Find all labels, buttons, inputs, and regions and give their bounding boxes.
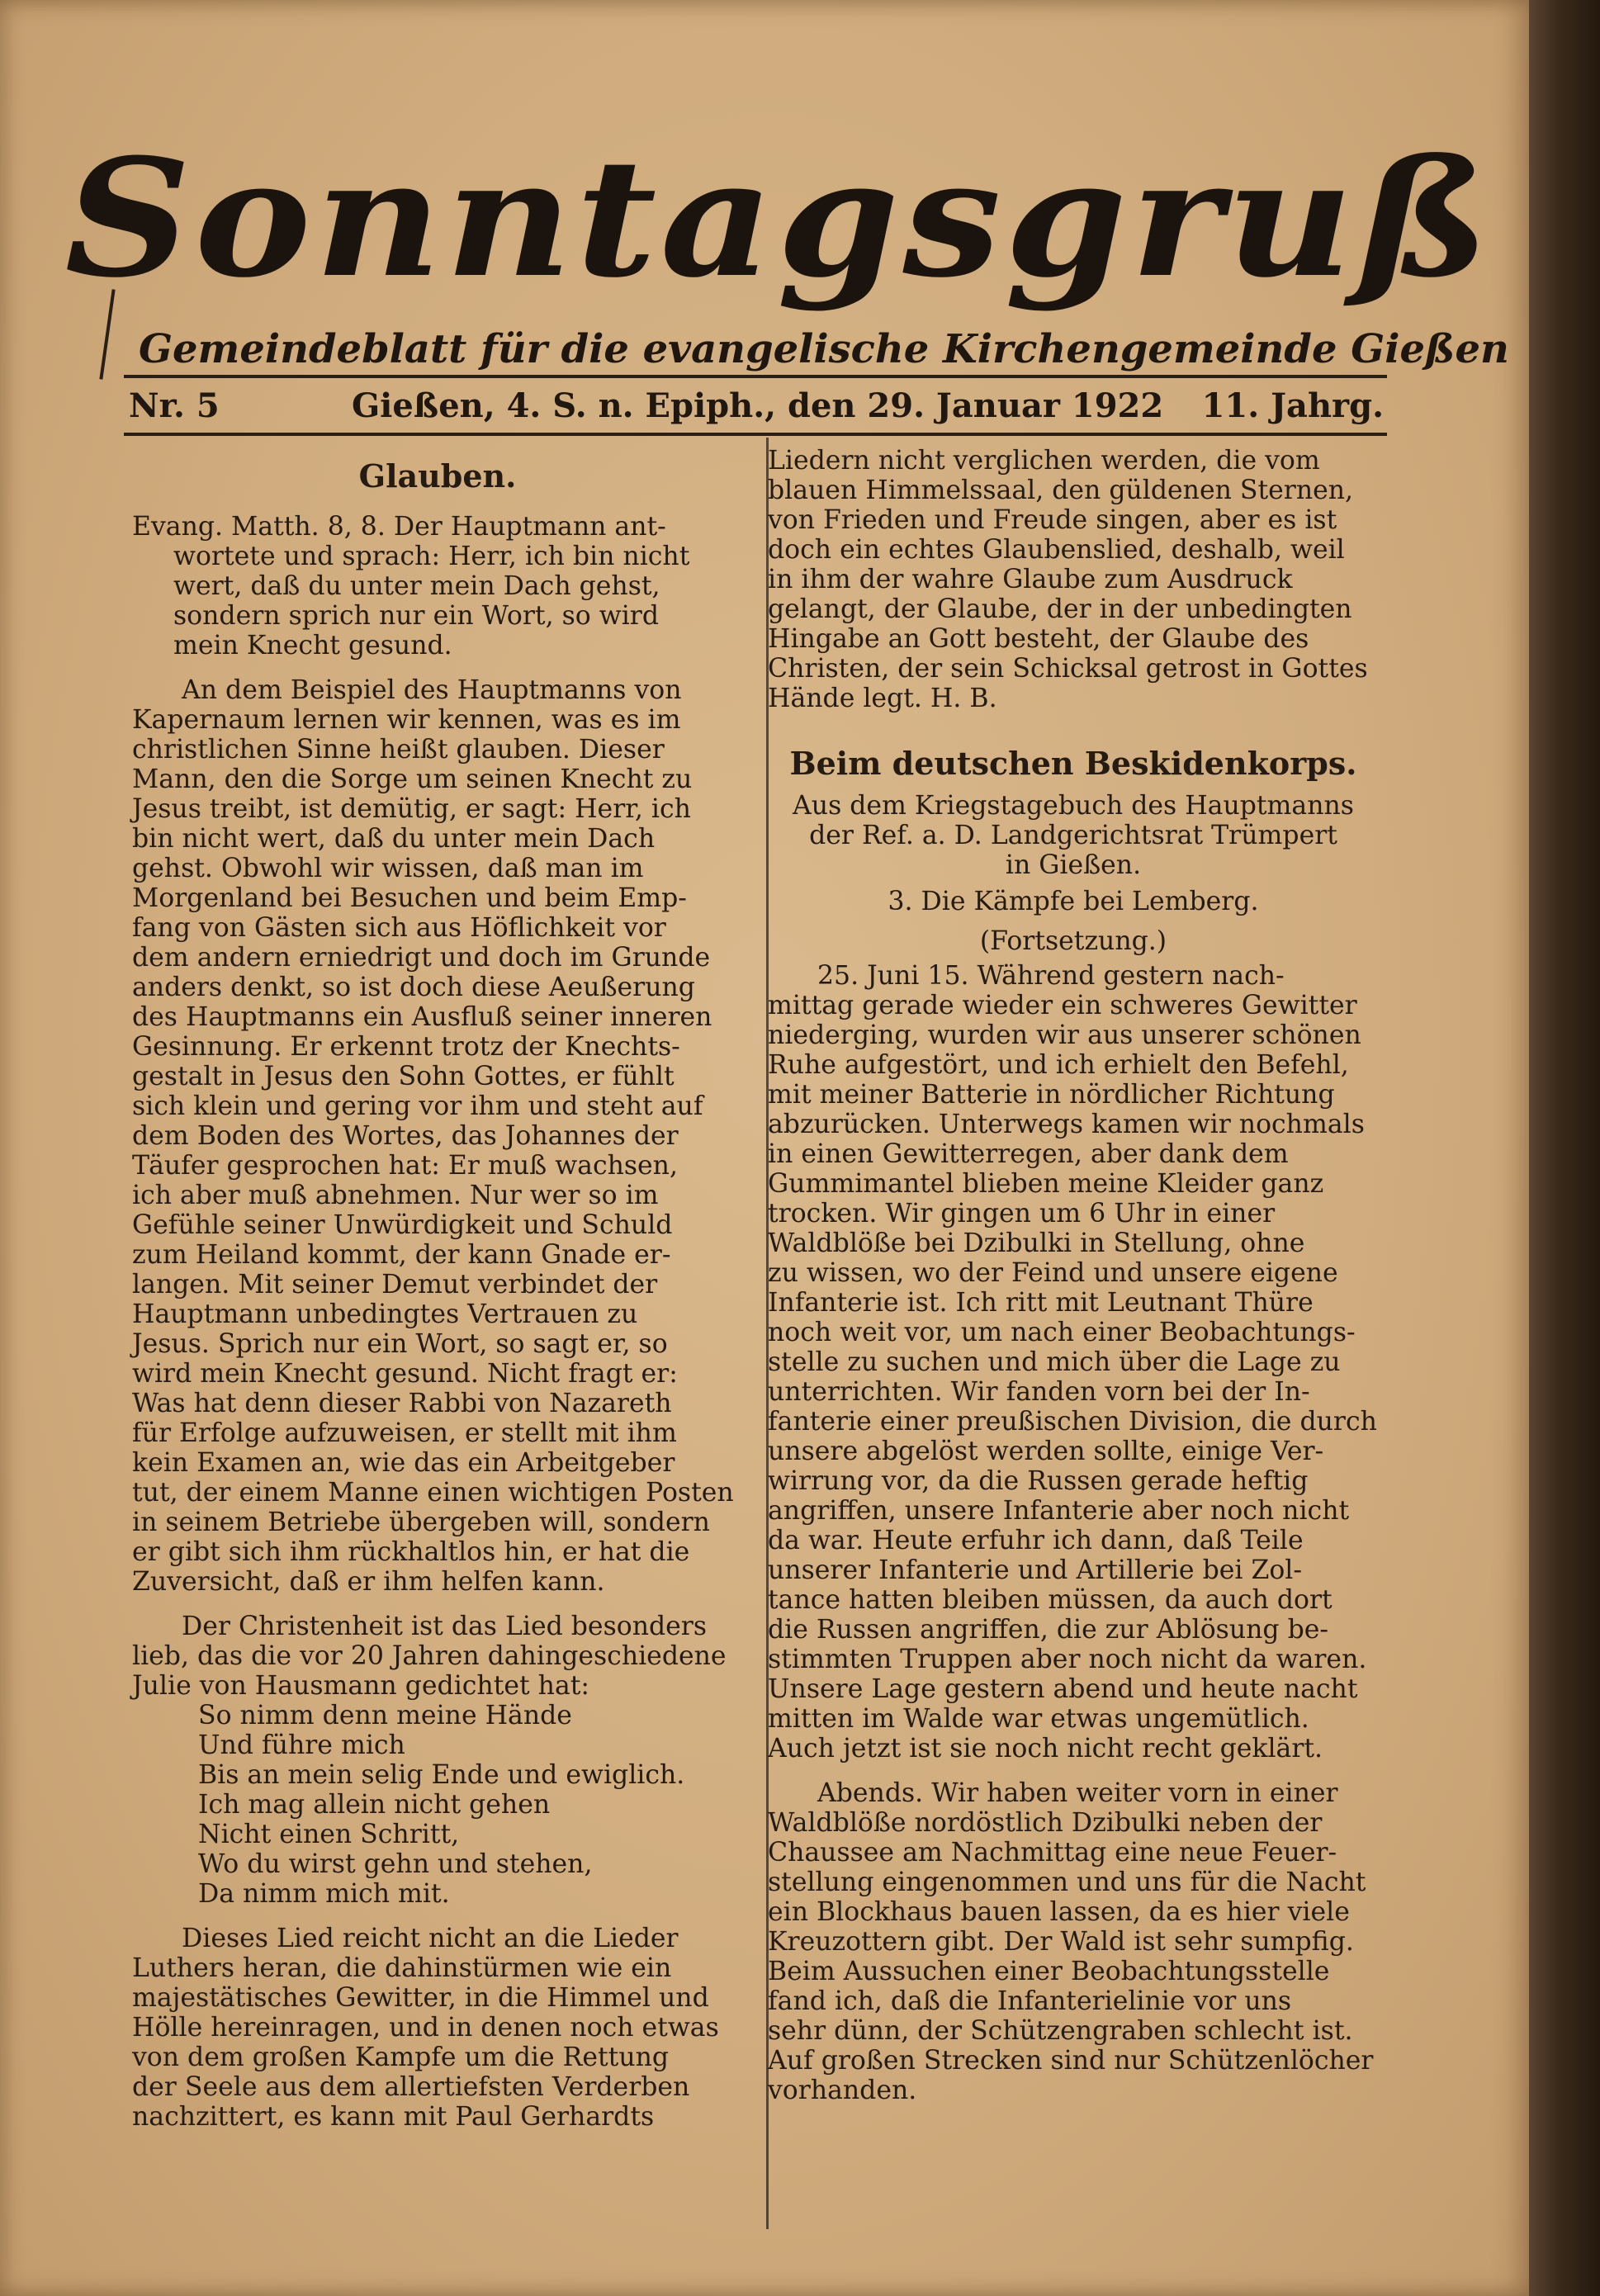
text-line: des Hauptmanns ein Ausfluß seiner inneren <box>132 1002 712 1032</box>
text-line: wirrung vor, da die Russen gerade heftig <box>768 1466 1309 1496</box>
text-line: unterrichten. Wir fanden vorn bei der In- <box>768 1377 1310 1407</box>
text-line: Nicht einen Schritt, <box>198 1820 460 1849</box>
text-line: er gibt sich ihm rückhaltlos hin, er hat die <box>132 1537 690 1567</box>
text-line: Zuversicht, daß er ihm helfen kann. <box>132 1567 605 1597</box>
text-line: mein Knecht gesund. <box>173 631 452 660</box>
text-line: wird mein Knecht gesund. Nicht fragt er: <box>132 1359 678 1389</box>
text-line: Ruhe aufgestört, und ich erhielt den Befehl, <box>768 1050 1349 1080</box>
text-line: mittag gerade wieder ein schweres Gewitter <box>768 991 1357 1020</box>
text-line: Jesus. Sprich nur ein Wort, so sagt er, so <box>132 1329 668 1359</box>
text-line: mitten im Walde war etwas ungemütlich. <box>768 1704 1309 1734</box>
left-column <box>132 456 743 2132</box>
text-line: wert, daß du unter mein Dach gehst, <box>173 571 660 601</box>
text-line: zum Heiland kommt, der kann Gnade er- <box>132 1240 671 1270</box>
text-line: Luthers heran, die dahinstürmen wie ein <box>132 1953 672 1983</box>
text-line: Aus dem Kriegstagebuch des Hauptmanns <box>793 791 1354 821</box>
text-line: fanterie einer preußischen Division, die durch <box>768 1407 1377 1437</box>
text-line: Beim Aussuchen einer Beobachtungsstelle <box>768 1957 1330 1986</box>
text-line: da war. Heute erfuhr ich dann, daß Teile <box>768 1526 1304 1555</box>
text-line: der Ref. a. D. Landgerichtsrat Trümpert <box>809 821 1337 850</box>
text-line: für Erfolge aufzuweisen, er stellt mit ihm <box>132 1418 677 1448</box>
text-line: Auf großen Strecken sind nur Schützenlöcher <box>768 2046 1374 2076</box>
scripture-intro <box>132 512 743 660</box>
text-line: nachzittert, es kann mit Paul Gerhardts <box>132 2102 655 2132</box>
book-binding <box>1529 0 1600 2296</box>
article-paragraph-3 <box>132 1924 743 2132</box>
text-line: Jesus treibt, ist demütig, er sagt: Herr, ich <box>132 794 691 824</box>
diary-paragraph-1 <box>768 961 1379 1763</box>
article-heading-glauben: Glauben. <box>358 457 517 495</box>
text-line: die Russen angriffen, die zur Ablösung be- <box>768 1615 1329 1645</box>
text-line: tut, der einem Manne einen wichtigen Posten <box>132 1478 734 1508</box>
text-line: Hölle hereinragen, und in denen noch etwas <box>132 2013 719 2043</box>
text-line: christlichen Sinne heißt glauben. Dieser <box>132 735 665 765</box>
text-line: Christen, der sein Schicksal getrost in Gottes <box>768 654 1368 684</box>
text-line: mit meiner Batterie in nördlicher Richtung <box>768 1080 1335 1110</box>
article-heading-beskidenkorps: Beim deutschen Beskidenkorps. <box>789 745 1357 782</box>
text-line: lieb, das die vor 20 Jahren dahingeschiedene <box>132 1641 727 1671</box>
text-line: in Gießen. <box>1005 850 1142 880</box>
text-line: Chaussee am Nachmittag eine neue Feuer- <box>768 1838 1337 1868</box>
text-line: Auch jetzt ist sie noch nicht recht geklärt. <box>768 1734 1323 1763</box>
text-line: Waldblöße nordöstlich Dzibulki neben der <box>768 1808 1323 1838</box>
text-line: dem andern erniedrigt und doch im Grunde <box>132 943 711 973</box>
text-line: langen. Mit seiner Demut verbindet der <box>132 1270 658 1299</box>
issue-rule <box>124 433 1387 436</box>
text-line: von dem großen Kampfe um die Rettung <box>132 2043 670 2072</box>
text-line: Abends. Wir haben weiter vorn in einer <box>817 1778 1338 1808</box>
section-title: 3. Die Kämpfe bei Lemberg. <box>888 887 1259 916</box>
text-line: An dem Beispiel des Hauptmanns von <box>182 675 682 705</box>
text-line: angriffen, unsere Infanterie aber noch nicht <box>768 1496 1350 1526</box>
text-line: Und führe mich <box>198 1730 405 1760</box>
issue-number: Nr. 5 <box>129 386 220 425</box>
text-line: majestätisches Gewitter, in die Himmel und <box>132 1983 709 2013</box>
text-line: sondern sprich nur ein Wort, so wird <box>173 601 659 631</box>
right-column <box>768 446 1379 2105</box>
text-line: Gefühle seiner Unwürdigkeit und Schuld <box>132 1210 673 1240</box>
text-line: vorhanden. <box>768 2076 917 2105</box>
text-line: Kreuzottern gibt. Der Wald ist sehr sumpfig. <box>768 1927 1354 1957</box>
diary-paragraph-2 <box>768 1778 1379 2105</box>
text-line: Hände legt. H. B. <box>768 684 997 713</box>
issue-dateline: Gießen, 4. S. n. Epiph., den 29. Januar 1922 <box>352 386 1164 425</box>
text-line: Morgenland bei Besuchen und beim Emp- <box>132 883 687 913</box>
text-line: Dieses Lied reicht nicht an die Lieder <box>182 1924 679 1953</box>
text-line: in seinem Betriebe übergeben will, sondern <box>132 1508 710 1537</box>
text-line: in ihm der wahre Glaube zum Ausdruck <box>768 565 1293 594</box>
text-line: Wo du wirst gehn und stehen, <box>198 1849 593 1879</box>
text-line: gestalt in Jesus den Sohn Gottes, er fühlt <box>132 1062 675 1091</box>
article-subheading <box>768 791 1379 880</box>
text-line: bin nicht wert, daß du unter mein Dach <box>132 824 656 854</box>
text-line: Der Christenheit ist das Lied besonders <box>182 1612 708 1641</box>
text-line: fang von Gästen sich aus Höflichkeit vor <box>132 913 666 943</box>
text-line: noch weit vor, um nach einer Beobachtungs- <box>768 1318 1356 1347</box>
continued-note: (Fortsetzung.) <box>979 926 1167 956</box>
text-line: unserer Infanterie und Artillerie bei Zol- <box>768 1555 1303 1585</box>
text-line: tance hatten bleiben müssen, da auch dort <box>768 1585 1333 1615</box>
text-line: gehst. Obwohl wir wissen, daß man im <box>132 854 644 883</box>
text-line: Gummimantel blieben meine Kleider ganz <box>768 1169 1324 1199</box>
text-line: stellung eingenommen und uns für die Nacht <box>768 1868 1366 1897</box>
text-line: der Seele aus dem allertiefsten Verderben <box>132 2072 690 2102</box>
issue-volume: 11. Jahrg. <box>1201 386 1384 425</box>
article-paragraph-1 <box>132 675 743 1597</box>
text-line: zu wissen, wo der Feind und unsere eigene <box>768 1258 1338 1288</box>
masthead-subtitle: Gemeindeblatt für die evangelische Kirchengemeinde Gießen <box>139 326 1509 372</box>
text-line: wortete und sprach: Herr, ich bin nicht <box>173 542 690 571</box>
text-line: Täufer gesprochen hat: Er muß wachsen, <box>132 1151 678 1181</box>
text-line: Infanterie ist. Ich ritt mit Leutnant Thüre <box>768 1288 1314 1318</box>
text-line: sehr dünn, der Schützengraben schlecht ist. <box>768 2016 1353 2046</box>
text-line: trocken. Wir gingen um 6 Uhr in einer <box>768 1199 1276 1228</box>
text-line: doch ein echtes Glaubenslied, deshalb, weil <box>768 535 1345 565</box>
text-line: Liedern nicht verglichen werden, die vom <box>768 446 1320 476</box>
text-line: Was hat denn dieser Rabbi von Nazareth <box>132 1389 672 1418</box>
text-line: stimmten Truppen aber noch nicht da waren. <box>768 1645 1367 1674</box>
text-line: Mann, den die Sorge um seinen Knecht zu <box>132 765 693 794</box>
text-line: fand ich, daß die Infanterielinie vor uns <box>768 1986 1292 2016</box>
text-line: Hingabe an Gott besteht, der Glaube des <box>768 624 1309 654</box>
text-line: Unsere Lage gestern abend und heute nacht <box>768 1674 1358 1704</box>
text-line: anders denkt, so ist doch diese Aeußerung <box>132 973 695 1002</box>
text-line: unsere abgelöst werden sollte, einige Ver- <box>768 1437 1324 1466</box>
text-line: kein Examen an, wie das ein Arbeitgeber <box>132 1448 675 1478</box>
text-line: Hauptmann unbedingtes Vertrauen zu <box>132 1299 638 1329</box>
text-line: Evang. Matth. 8, 8. Der Hauptmann ant- <box>132 512 666 542</box>
hymn-verse <box>132 1701 743 1909</box>
text-line: Julie von Hausmann gedichtet hat: <box>132 1671 590 1701</box>
text-line: blauen Himmelssaal, den güldenen Sternen, <box>768 476 1354 505</box>
text-line: gelangt, der Glaube, der in der unbedingten <box>768 594 1352 624</box>
text-line: in einen Gewitterregen, aber dank dem <box>768 1139 1289 1169</box>
text-line: 25. Juni 15. Während gestern nach- <box>817 961 1285 991</box>
text-line: Gesinnung. Er erkennt trotz der Knechts- <box>132 1032 680 1062</box>
text-line: stelle zu suchen und mich über die Lage zu <box>768 1347 1341 1377</box>
text-line: So nimm denn meine Hände <box>198 1701 572 1730</box>
text-line: Waldblöße bei Dzibulki in Stellung, ohne <box>768 1228 1305 1258</box>
text-line: Kapernaum lernen wir kennen, was es im <box>132 705 681 735</box>
article-continuation <box>768 446 1379 713</box>
text-line: Ich mag allein nicht gehen <box>198 1790 551 1820</box>
text-line: Bis an mein selig Ende und ewiglich. <box>198 1760 685 1790</box>
masthead-title: Sonntagsgruß <box>64 124 1493 314</box>
text-line: dem Boden des Wortes, das Johannes der <box>132 1121 679 1151</box>
issue-line <box>129 381 1384 431</box>
text-line: ein Blockhaus bauen lassen, da es hier viele <box>768 1897 1350 1927</box>
text-line: sich klein und gering vor ihm und steht auf <box>132 1091 703 1121</box>
top-rule <box>124 375 1387 378</box>
text-line: abzurücken. Unterwegs kamen wir nochmals <box>768 1110 1365 1139</box>
text-line: Da nimm mich mit. <box>198 1879 450 1909</box>
article-paragraph-2 <box>132 1612 743 1701</box>
text-line: niederging, wurden wir aus unserer schönen <box>768 1020 1361 1050</box>
text-line: von Frieden und Freude singen, aber es ist <box>768 505 1337 535</box>
text-line: ich aber muß abnehmen. Nur wer so im <box>132 1181 659 1210</box>
